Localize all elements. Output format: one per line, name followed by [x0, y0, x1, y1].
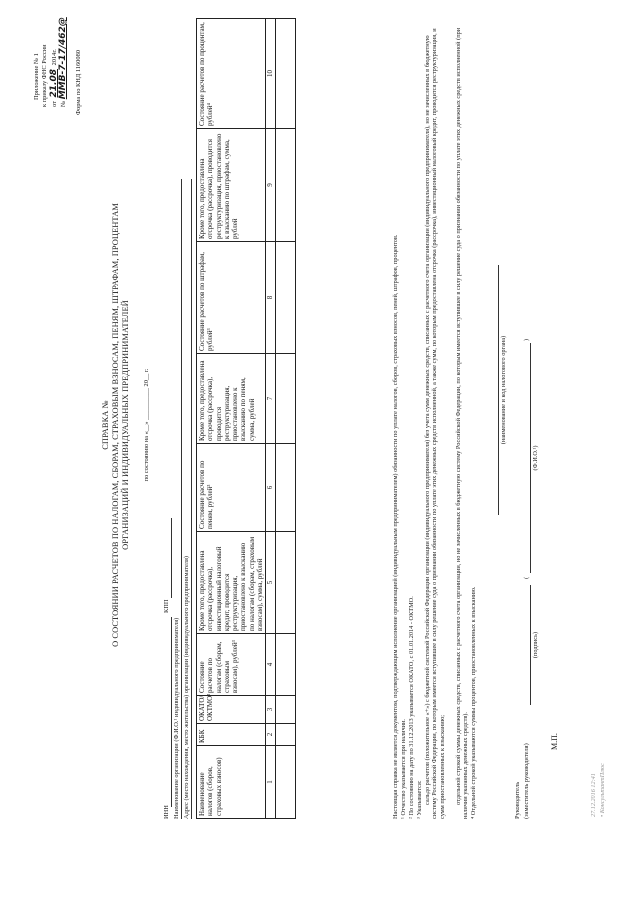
table-cell — [276, 354, 296, 444]
column-number: 9 — [266, 129, 276, 242]
signature-caption: (подпись) — [532, 631, 539, 659]
table-cell — [276, 129, 296, 242]
settlements-table — [196, 18, 296, 819]
table-cell — [276, 696, 296, 724]
table-cell — [276, 444, 296, 532]
appendix-from-label: от — [51, 101, 58, 107]
fio-line — [530, 343, 531, 573]
column-number: 3 — [266, 696, 276, 724]
header-cell: Состояние расчетов по пеням, рублей³ — [197, 444, 266, 532]
appendix-number: ММВ-7-17/462@ — [58, 17, 68, 100]
header-cell: Кроме того, предоставлена отсрочка (рассрочка), инвестиционный налоговый кредит, проводится реструктуризация, приостановлено к взысканию по налогам (сборам, страховым взносам), сумма, рублей — [197, 532, 266, 634]
note-3: ³ Указывается: — [416, 780, 423, 819]
header-cell: Наименование налогов (сборов, страховых взносов) — [197, 746, 266, 819]
column-number: 7 — [266, 354, 276, 444]
stamp-place: М.П. — [550, 733, 559, 750]
note-3b: отдельной строкой суммы денежных средств, списанных с расчетного счета организации, но не зачисленных в бюджетную систему Российской Федерации, по которым имеется вступившее в силу решение суда о признании обязанности по уплате этих денежных средств исполненной (при наличии указанных денежных средств). — [455, 27, 470, 819]
appendix-line2: к приказу ФНС России — [41, 44, 48, 107]
column-number: 1 — [266, 746, 276, 819]
paren-close: ) — [523, 338, 530, 341]
paren-open: ( — [523, 576, 530, 579]
table-header-row — [197, 19, 266, 819]
header-cell: Кроме того, предоставлена отсрочка (рассрочка), проводится реструктуризация, приостановлено к взысканию по пеням, сумма, рублей — [197, 354, 266, 444]
tax-authority-caption: (наименование и код налогового органа) — [500, 335, 507, 445]
org-name-label: Наименование организации (Ф.И.О.¹ индивидуального предпринимателя) — [173, 617, 180, 819]
kpp-line — [171, 518, 172, 598]
appendix-date: 21.08 — [49, 69, 59, 98]
header-cell: КБК — [197, 724, 266, 746]
table-cell — [276, 634, 296, 696]
consultant-plus-stamp: • КонсультантПлюс — [599, 763, 606, 817]
fio-caption: (Ф.И.О.¹) — [532, 445, 539, 471]
column-number: 10 — [266, 19, 276, 129]
header-cell: Состояние расчетов по процентам, рублей⁴ — [197, 19, 266, 129]
column-number: 4 — [266, 634, 276, 696]
form-code: Форма по КНД 1160080 — [75, 50, 82, 115]
column-number: 8 — [266, 242, 276, 354]
table-cell — [276, 746, 296, 819]
note-main: Настоящая справка не является документом, подтверждающим исполнение организацией (индивидуальным предпринимателем) обязанности по уплате налогов, сборов, страховых взносов, пеней, штрафов, процентов. — [392, 234, 399, 819]
table-cell — [276, 19, 296, 129]
signature-line — [530, 585, 531, 705]
note-2: ² По состоянию на дату по 31.12.2013 указывается ОКАТО, с 01.01.2014 - ОКТМО. — [408, 596, 415, 819]
title-line2: О СОСТОЯНИИ РАСЧЕТОВ ПО НАЛОГАМ, СБОРАМ, СТРАХОВЫМ ВЗНОСАМ, ПЕНЯМ, ШТРАФАМ, ПРОЦЕНТАМ — [111, 203, 120, 647]
deputy-label: (заместитель руководителя) — [523, 743, 530, 819]
title-line1: СПРАВКА № — [101, 400, 110, 450]
as-of-date: по состоянию на «__» __________ 20__ г. — [143, 368, 150, 482]
appendix-line4 — [58, 17, 69, 107]
address-label: Адрес (место нахождения, место жительства) организации (индивидуального предпринимателя) — [183, 555, 190, 819]
table-cell — [276, 532, 296, 634]
header-cell: Кроме того, предоставлена отсрочка (рассрочка), проводится реструктуризация, приостановлено к взысканию по штрафам, сумма, рублей — [197, 129, 266, 242]
address-line — [191, 179, 192, 819]
appendix-year: 2014г. — [51, 49, 58, 66]
table-cell — [276, 724, 296, 746]
kpp-label: КПП — [163, 599, 170, 613]
tax-authority-line — [498, 265, 499, 515]
note-4: ⁴ Отдельной строкой указываются суммы процентов, приостановленных к взысканию. — [470, 586, 477, 819]
header-cell: ОКАТО/ ОКТМО² — [197, 696, 266, 724]
appendix-line1: Приложение № 1 — [33, 53, 40, 100]
column-number: 5 — [266, 532, 276, 634]
title-line3: ОРГАНИЗАЦИЙ И ИНДИВИДУАЛЬНЫХ ПРЕДПРИНИМАТЕЛЕЙ — [121, 300, 130, 550]
note-1: ¹ Отчество указывается при наличии. — [400, 719, 407, 819]
table-cell — [276, 242, 296, 354]
inn-label: ИНН — [163, 805, 170, 819]
org-name-line — [181, 179, 182, 819]
column-number: 2 — [266, 724, 276, 746]
column-number: 6 — [266, 444, 276, 532]
header-cell: Состояние расчетов по штрафам, рублей³ — [197, 242, 266, 354]
inn-line — [171, 617, 172, 807]
note-3a: сальдо расчетов (положительное «+») с бюджетной системой Российской Федерации организации (индивидуального предпринимателя) без учета сумм денежных средств, списанных с расчетного счета организации (индивидуального предпринимателя), но не зачисленных в бюджетную систему Российской Федерации, по которым имеется вступившее в силу решение суда о признании обязанности по уплате этих денежных средств исполненной, а также сумм, по которым предоставлена отсрочка (рассрочка), инвестиционный налоговый кредит, проводится реструктуризация, и сумм приостановленных к взысканию; — [424, 28, 446, 819]
table-number-row — [266, 19, 276, 819]
appendix-no-label: № — [60, 100, 67, 107]
head-label: Руководитель — [514, 781, 521, 819]
table-row — [276, 19, 296, 819]
print-timestamp: 27.12.2016 12:41 — [590, 773, 597, 817]
header-cell: Состояние расчетов по налогам (сборам, страховым взносам), рублей³ — [197, 634, 266, 696]
